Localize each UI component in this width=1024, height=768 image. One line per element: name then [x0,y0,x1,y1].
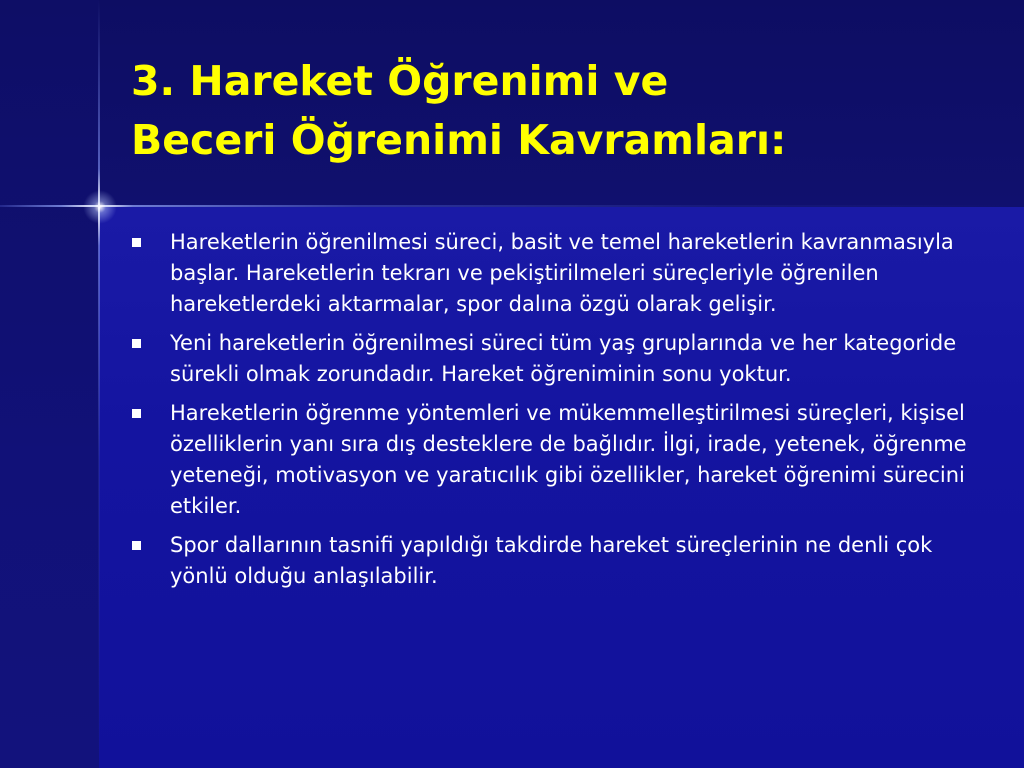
bullet-item [128,398,968,522]
left-background-strip [0,0,99,768]
bullet-text: Spor dallarının tasnifi yapıldığı takdirde hareket süreçlerinin ne denli çok yönlü olduğu anlaşılabilir. [170,533,933,588]
square-bullet-icon [132,238,141,247]
bullet-item [128,530,968,592]
square-bullet-icon [132,541,141,550]
slide-title-line-2: Beceri Öğrenimi Kavramları: [131,116,787,164]
square-bullet-icon [132,409,141,418]
star-flare-icon [83,190,117,224]
bullet-text: Yeni hareketlerin öğrenilmesi süreci tüm yaş gruplarında ve her kategoride sürekli olmak zorundadır. Hareket öğreniminin sonu yoktur. [170,331,957,386]
slide-title [131,52,991,170]
vertical-accent-line [98,0,100,768]
bullet-text: Hareketlerin öğrenilmesi süreci, basit ve temel hareketlerin kavranmasıyla başlar. Hareketlerin tekrarı ve pekiştirilmeleri süreçleriyle öğrenilen hareketlerdeki aktarmalar, spor dalına özgü olarak gelişir. [170,230,954,316]
bullet-item [128,227,968,320]
bullet-item [128,328,968,390]
bullet-text: Hareketlerin öğrenme yöntemleri ve mükemmelleştirilmesi süreçleri, kişisel özelliklerin yanı sıra dış desteklere de bağlıdır. İlgi, irade, yetenek, öğrenme yeteneği, motivasyon ve yaratıcılık gibi özellikler, hareket öğrenimi sürecini etkiler. [170,401,967,518]
square-bullet-icon [132,339,141,348]
slide-title-line-1: 3. Hareket Öğrenimi ve [131,57,669,105]
horizontal-accent-line [0,205,1024,207]
bullet-list [128,227,968,600]
